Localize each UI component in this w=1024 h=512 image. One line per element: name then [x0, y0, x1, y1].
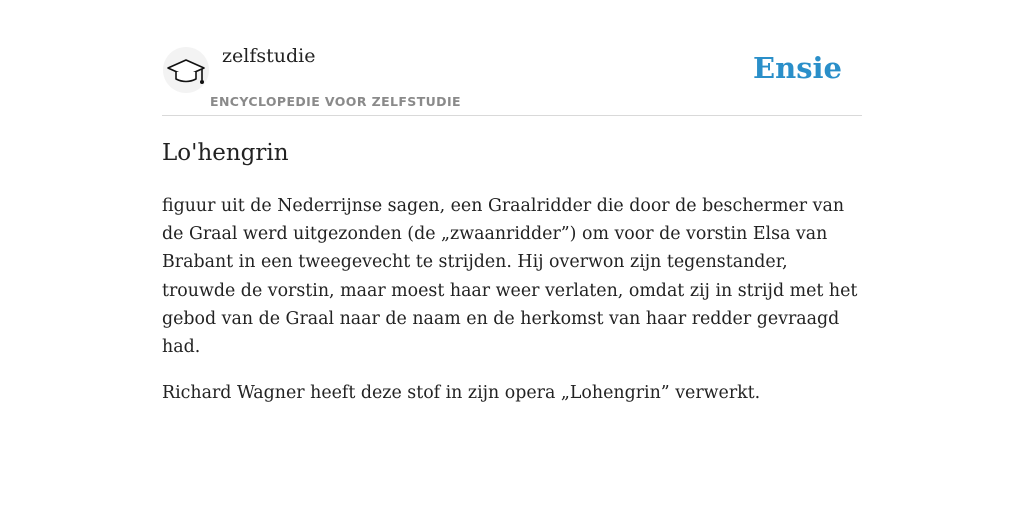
- logo-link[interactable]: [162, 46, 210, 94]
- article-paragraph: Richard Wagner heeft deze stof in zijn opera „Lohengrin” verwerkt.: [162, 383, 761, 404]
- article-paragraph: figuur uit de Nederrijnse sagen, een Graalridder die door de beschermer van de Graal werd uitgezonden (de „zwaanridder”) om voor de vorstin Elsa van Brabant in een tweegevecht te strijden. Hij overwon zijn tegenstander, trouwde de vorstin, maar moest haar weer verlaten, omdat zij in strijd met het gebod van de Graal naar de naam en de herkomst van haar redder gevraagd had.: [162, 196, 858, 358]
- page: [162, 0, 862, 404]
- site-name[interactable]: zelfstudie: [222, 45, 316, 67]
- graduation-cap-icon: [162, 46, 210, 94]
- article-content: [162, 192, 862, 425]
- article-title: Lo'hengrin: [162, 140, 289, 166]
- site-header: [162, 0, 862, 116]
- site-tagline: ENCYCLOPEDIE VOOR ZELFSTUDIE: [210, 94, 461, 109]
- brand-logo-link[interactable]: Ensie: [753, 51, 842, 85]
